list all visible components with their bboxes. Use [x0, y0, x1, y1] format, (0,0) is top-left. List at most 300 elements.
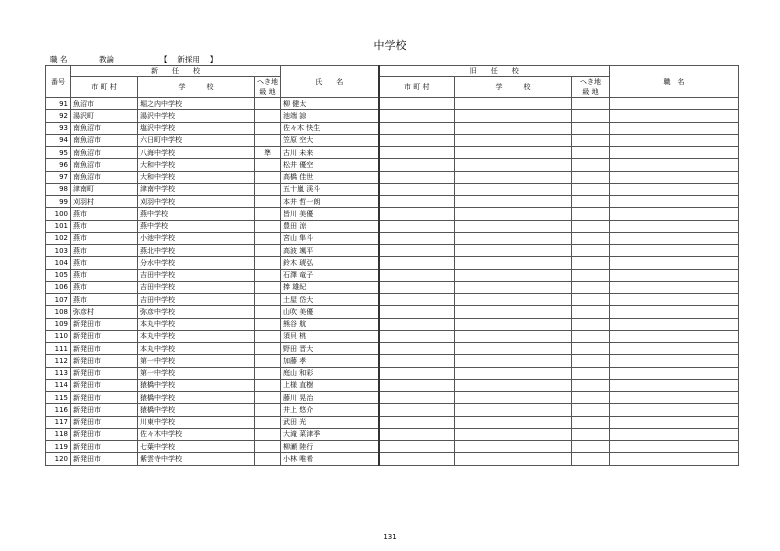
row-old-city	[379, 196, 455, 208]
row-name: 武田 光	[281, 416, 379, 428]
row-old-city	[379, 269, 455, 281]
row-city: 新発田市	[71, 330, 138, 342]
row-name: 捧 雄紀	[281, 281, 379, 293]
row-old-school	[455, 208, 572, 220]
row-hekichi	[255, 294, 281, 306]
row-old-school	[455, 318, 572, 330]
row-school: 弥彦中学校	[138, 306, 255, 318]
row-old-shokumei	[610, 122, 739, 134]
row-school: 大和中学校	[138, 171, 255, 183]
row-school: 七葉中学校	[138, 441, 255, 453]
row-hekichi	[255, 98, 281, 110]
shokumei-label: 職 名	[50, 55, 68, 64]
row-old-shokumei	[610, 318, 739, 330]
row-school: 第一中学校	[138, 355, 255, 367]
table-row	[46, 245, 739, 257]
row-hekichi	[255, 367, 281, 379]
row-city: 新発田市	[71, 379, 138, 391]
row-number: 98	[46, 183, 71, 195]
row-old-hekichi	[572, 196, 610, 208]
row-city: 新発田市	[71, 343, 138, 355]
row-old-hekichi	[572, 404, 610, 416]
row-school: 津南中学校	[138, 183, 255, 195]
row-name: 井上 悠介	[281, 404, 379, 416]
row-name: 藤川 晃治	[281, 392, 379, 404]
row-old-school	[455, 306, 572, 318]
row-old-school	[455, 330, 572, 342]
row-number: 107	[46, 294, 71, 306]
row-name: 加藤 孝	[281, 355, 379, 367]
row-hekichi	[255, 318, 281, 330]
row-old-school	[455, 343, 572, 355]
table-row	[46, 453, 739, 465]
row-school: 吉田中学校	[138, 281, 255, 293]
row-old-hekichi	[572, 281, 610, 293]
row-number: 91	[46, 98, 71, 110]
row-city: 新発田市	[71, 355, 138, 367]
row-city: 南魚沼市	[71, 171, 138, 183]
category-label: 【 新採用 】	[160, 55, 218, 64]
header-shokumei: 職 名	[610, 66, 739, 98]
row-city: 新発田市	[71, 453, 138, 465]
row-old-hekichi	[572, 183, 610, 195]
row-school: 佐々木中学校	[138, 428, 255, 440]
row-old-shokumei	[610, 416, 739, 428]
row-number: 100	[46, 208, 71, 220]
row-name: 小林 唯希	[281, 453, 379, 465]
row-number: 116	[46, 404, 71, 416]
row-name: 皆川 美優	[281, 208, 379, 220]
row-old-shokumei	[610, 441, 739, 453]
header-old-school: 旧 任 校	[379, 66, 610, 77]
row-city: 南魚沼市	[71, 122, 138, 134]
row-old-shokumei	[610, 367, 739, 379]
row-city: 津南町	[71, 183, 138, 195]
row-name: 鈴木 琥弘	[281, 257, 379, 269]
row-number: 108	[46, 306, 71, 318]
row-school: 六日町中学校	[138, 134, 255, 146]
table-row	[46, 294, 739, 306]
row-school: 燕中学校	[138, 220, 255, 232]
row-old-city	[379, 416, 455, 428]
header-new-shi: 市 町 村	[71, 77, 138, 98]
row-old-shokumei	[610, 134, 739, 146]
row-hekichi	[255, 196, 281, 208]
row-hekichi	[255, 159, 281, 171]
row-school: 小池中学校	[138, 232, 255, 244]
row-old-hekichi	[572, 318, 610, 330]
row-old-shokumei	[610, 281, 739, 293]
row-school: 第一中学校	[138, 367, 255, 379]
row-old-school	[455, 269, 572, 281]
page-number: 131	[383, 533, 397, 541]
row-hekichi	[255, 379, 281, 391]
row-city: 新発田市	[71, 404, 138, 416]
row-old-hekichi	[572, 147, 610, 159]
row-old-hekichi	[572, 330, 610, 342]
row-old-city	[379, 318, 455, 330]
roster-body	[46, 98, 739, 466]
row-hekichi: 準	[255, 147, 281, 159]
row-number: 104	[46, 257, 71, 269]
row-old-hekichi	[572, 159, 610, 171]
table-row	[46, 441, 739, 453]
row-city: 燕市	[71, 294, 138, 306]
row-old-school	[455, 281, 572, 293]
row-old-hekichi	[572, 343, 610, 355]
row-old-shokumei	[610, 147, 739, 159]
row-old-shokumei	[610, 428, 739, 440]
row-school: 本丸中学校	[138, 343, 255, 355]
row-name: 五十嵐 渓斗	[281, 183, 379, 195]
row-number: 110	[46, 330, 71, 342]
row-hekichi	[255, 330, 281, 342]
row-school: 燕中学校	[138, 208, 255, 220]
row-old-school	[455, 257, 572, 269]
row-old-hekichi	[572, 428, 610, 440]
row-old-city	[379, 208, 455, 220]
row-old-hekichi	[572, 367, 610, 379]
table-row	[46, 281, 739, 293]
row-old-hekichi	[572, 416, 610, 428]
row-old-city	[379, 232, 455, 244]
row-old-city	[379, 257, 455, 269]
row-number: 119	[46, 441, 71, 453]
row-number: 118	[46, 428, 71, 440]
row-name: 庭山 和彩	[281, 367, 379, 379]
row-old-shokumei	[610, 220, 739, 232]
row-old-shokumei	[610, 453, 739, 465]
table-row	[46, 110, 739, 122]
row-number: 97	[46, 171, 71, 183]
row-old-hekichi	[572, 441, 610, 453]
table-row	[46, 147, 739, 159]
row-old-school	[455, 379, 572, 391]
row-old-school	[455, 441, 572, 453]
row-old-city	[379, 404, 455, 416]
row-city: 魚沼市	[71, 98, 138, 110]
row-school: 猿橋中学校	[138, 392, 255, 404]
row-name: 山吹 美優	[281, 306, 379, 318]
row-city: 新発田市	[71, 318, 138, 330]
row-hekichi	[255, 183, 281, 195]
row-old-city	[379, 122, 455, 134]
row-hekichi	[255, 220, 281, 232]
row-old-shokumei	[610, 404, 739, 416]
row-old-hekichi	[572, 306, 610, 318]
table-row	[46, 343, 739, 355]
row-name: 野田 晋大	[281, 343, 379, 355]
row-old-hekichi	[572, 245, 610, 257]
row-old-shokumei	[610, 392, 739, 404]
header-new-hekichi: へき地 級 地	[255, 77, 281, 98]
row-hekichi	[255, 453, 281, 465]
row-name: 宮山 隼斗	[281, 232, 379, 244]
row-number: 117	[46, 416, 71, 428]
row-old-school	[455, 110, 572, 122]
row-old-shokumei	[610, 196, 739, 208]
row-city: 新発田市	[71, 428, 138, 440]
table-row	[46, 122, 739, 134]
row-city: 燕市	[71, 257, 138, 269]
row-old-city	[379, 171, 455, 183]
table-row	[46, 208, 739, 220]
row-old-city	[379, 147, 455, 159]
row-name: 土屋 岱大	[281, 294, 379, 306]
row-old-school	[455, 134, 572, 146]
table-row	[46, 416, 739, 428]
row-number: 120	[46, 453, 71, 465]
row-old-city	[379, 306, 455, 318]
row-city: 刈羽村	[71, 196, 138, 208]
row-old-hekichi	[572, 122, 610, 134]
row-old-shokumei	[610, 294, 739, 306]
row-old-school	[455, 122, 572, 134]
row-hekichi	[255, 428, 281, 440]
row-old-school	[455, 392, 572, 404]
row-school: 堀之内中学校	[138, 98, 255, 110]
row-name: 柳瀬 陸行	[281, 441, 379, 453]
row-hekichi	[255, 134, 281, 146]
row-old-school	[455, 404, 572, 416]
table-row	[46, 392, 739, 404]
row-name: 須貝 桃	[281, 330, 379, 342]
row-name: 笠原 空大	[281, 134, 379, 146]
row-old-school	[455, 355, 572, 367]
row-hekichi	[255, 171, 281, 183]
page-title: 中学校	[373, 39, 407, 52]
row-old-city	[379, 134, 455, 146]
row-old-shokumei	[610, 245, 739, 257]
table-row	[46, 232, 739, 244]
row-old-hekichi	[572, 355, 610, 367]
row-school: 分水中学校	[138, 257, 255, 269]
table-row	[46, 379, 739, 391]
table-row	[46, 355, 739, 367]
row-old-shokumei	[610, 343, 739, 355]
row-name: 佐々木 快生	[281, 122, 379, 134]
row-school: 八海中学校	[138, 147, 255, 159]
row-old-shokumei	[610, 269, 739, 281]
row-old-hekichi	[572, 453, 610, 465]
row-city: 燕市	[71, 220, 138, 232]
header-old-hekichi: へき地 級 地	[572, 77, 610, 98]
row-old-school	[455, 294, 572, 306]
roster-table	[45, 65, 739, 466]
row-school: 大和中学校	[138, 159, 255, 171]
row-old-city	[379, 392, 455, 404]
row-old-city	[379, 428, 455, 440]
row-city: 新発田市	[71, 392, 138, 404]
row-number: 105	[46, 269, 71, 281]
table-row	[46, 318, 739, 330]
row-name: 古川 未来	[281, 147, 379, 159]
row-school: 塩沢中学校	[138, 122, 255, 134]
row-school: 吉田中学校	[138, 294, 255, 306]
row-hekichi	[255, 208, 281, 220]
row-number: 96	[46, 159, 71, 171]
row-old-shokumei	[610, 379, 739, 391]
row-old-school	[455, 453, 572, 465]
row-old-hekichi	[572, 220, 610, 232]
row-number: 115	[46, 392, 71, 404]
row-old-school	[455, 232, 572, 244]
row-number: 99	[46, 196, 71, 208]
table-row	[46, 98, 739, 110]
row-name: 石澤 竜子	[281, 269, 379, 281]
row-old-hekichi	[572, 171, 610, 183]
row-old-city	[379, 98, 455, 110]
row-hekichi	[255, 441, 281, 453]
table-row	[46, 159, 739, 171]
row-old-hekichi	[572, 257, 610, 269]
row-old-hekichi	[572, 134, 610, 146]
table-row	[46, 330, 739, 342]
table-row	[46, 269, 739, 281]
row-hekichi	[255, 232, 281, 244]
row-old-shokumei	[610, 208, 739, 220]
row-old-hekichi	[572, 392, 610, 404]
row-school: 燕北中学校	[138, 245, 255, 257]
row-city: 燕市	[71, 269, 138, 281]
row-number: 114	[46, 379, 71, 391]
row-school: 吉田中学校	[138, 269, 255, 281]
row-old-shokumei	[610, 110, 739, 122]
row-old-shokumei	[610, 171, 739, 183]
row-hekichi	[255, 245, 281, 257]
table-row	[46, 171, 739, 183]
row-hekichi	[255, 404, 281, 416]
row-number: 95	[46, 147, 71, 159]
row-school: 紫雲寺中学校	[138, 453, 255, 465]
row-number: 109	[46, 318, 71, 330]
row-old-hekichi	[572, 208, 610, 220]
row-old-city	[379, 379, 455, 391]
row-old-city	[379, 110, 455, 122]
row-old-city	[379, 159, 455, 171]
row-old-school	[455, 245, 572, 257]
row-city: 新発田市	[71, 416, 138, 428]
row-old-shokumei	[610, 183, 739, 195]
row-number: 102	[46, 232, 71, 244]
row-name: 豊田 涼	[281, 220, 379, 232]
row-school: 川東中学校	[138, 416, 255, 428]
row-old-school	[455, 367, 572, 379]
row-hekichi	[255, 306, 281, 318]
table-row	[46, 257, 739, 269]
row-old-city	[379, 220, 455, 232]
row-old-city	[379, 355, 455, 367]
row-old-shokumei	[610, 232, 739, 244]
table-row	[46, 196, 739, 208]
row-school: 猿橋中学校	[138, 379, 255, 391]
row-old-hekichi	[572, 269, 610, 281]
row-old-school	[455, 171, 572, 183]
table-row	[46, 404, 739, 416]
header-old-gakko: 学 校	[455, 77, 572, 98]
row-hekichi	[255, 122, 281, 134]
row-old-school	[455, 159, 572, 171]
row-old-shokumei	[610, 257, 739, 269]
row-old-shokumei	[610, 98, 739, 110]
table-row	[46, 367, 739, 379]
row-old-shokumei	[610, 355, 739, 367]
row-old-school	[455, 147, 572, 159]
row-name: 柳 健太	[281, 98, 379, 110]
row-hekichi	[255, 269, 281, 281]
row-old-school	[455, 98, 572, 110]
row-number: 106	[46, 281, 71, 293]
row-name: 大滝 菜津季	[281, 428, 379, 440]
row-number: 103	[46, 245, 71, 257]
row-number: 92	[46, 110, 71, 122]
row-hekichi	[255, 392, 281, 404]
row-old-hekichi	[572, 232, 610, 244]
row-old-city	[379, 183, 455, 195]
row-name: 松井 優空	[281, 159, 379, 171]
row-number: 112	[46, 355, 71, 367]
row-city: 湯沢町	[71, 110, 138, 122]
header-new-gakko: 学 校	[138, 77, 255, 98]
header-shimei: 氏 名	[281, 66, 379, 98]
row-hekichi	[255, 110, 281, 122]
row-city: 南魚沼市	[71, 134, 138, 146]
row-old-school	[455, 416, 572, 428]
row-city: 南魚沼市	[71, 159, 138, 171]
row-old-school	[455, 183, 572, 195]
row-school: 本丸中学校	[138, 330, 255, 342]
row-old-hekichi	[572, 110, 610, 122]
row-hekichi	[255, 416, 281, 428]
table-row	[46, 428, 739, 440]
row-name: 熊谷 航	[281, 318, 379, 330]
row-city: 燕市	[71, 281, 138, 293]
row-hekichi	[255, 281, 281, 293]
row-old-hekichi	[572, 379, 610, 391]
row-old-hekichi	[572, 98, 610, 110]
row-name: 高波 颯平	[281, 245, 379, 257]
table-row	[46, 306, 739, 318]
table-row	[46, 134, 739, 146]
row-old-school	[455, 196, 572, 208]
row-old-shokumei	[610, 306, 739, 318]
row-school: 猿橋中学校	[138, 404, 255, 416]
row-number: 101	[46, 220, 71, 232]
row-school: 本丸中学校	[138, 318, 255, 330]
row-number: 111	[46, 343, 71, 355]
header-bango: 番号	[46, 66, 71, 98]
row-old-hekichi	[572, 294, 610, 306]
row-old-city	[379, 281, 455, 293]
header-new-school: 新 任 校	[71, 66, 281, 77]
row-city: 新発田市	[71, 441, 138, 453]
row-old-city	[379, 294, 455, 306]
row-name: 高橋 佳世	[281, 171, 379, 183]
row-old-shokumei	[610, 159, 739, 171]
row-old-school	[455, 428, 572, 440]
row-hekichi	[255, 343, 281, 355]
row-number: 113	[46, 367, 71, 379]
row-name: 本井 哲一朗	[281, 196, 379, 208]
shokumei-value: 教論	[99, 55, 114, 64]
row-old-shokumei	[610, 330, 739, 342]
row-old-city	[379, 245, 455, 257]
row-school: 湯沢中学校	[138, 110, 255, 122]
row-hekichi	[255, 355, 281, 367]
row-old-city	[379, 330, 455, 342]
row-school: 刈羽中学校	[138, 196, 255, 208]
row-number: 94	[46, 134, 71, 146]
